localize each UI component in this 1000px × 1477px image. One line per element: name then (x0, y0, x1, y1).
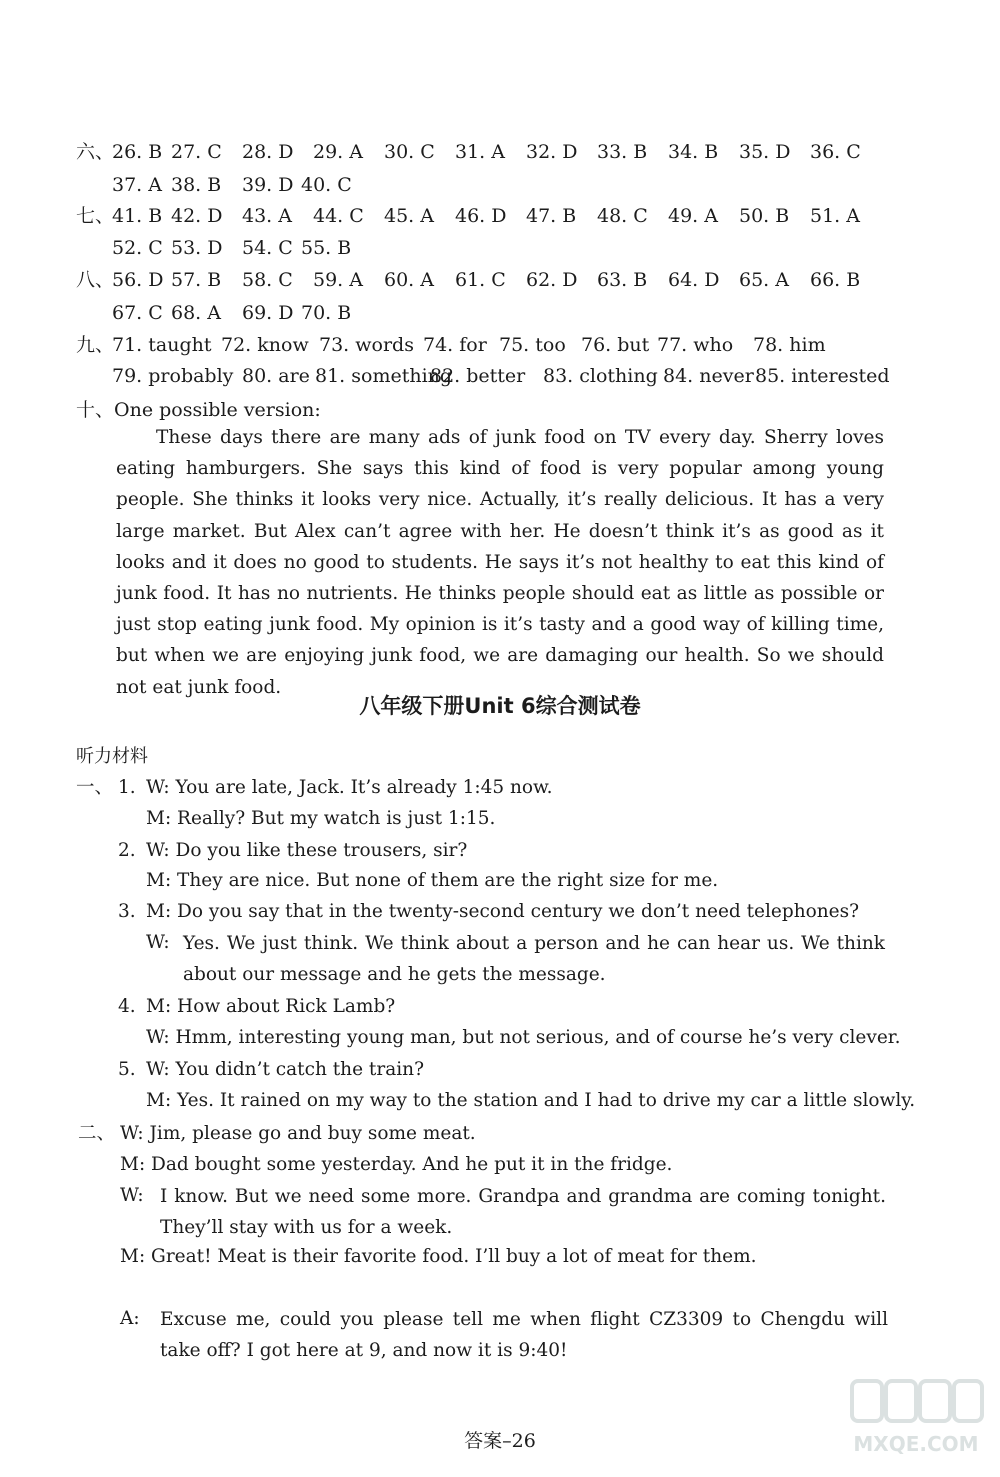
speaker-label: A: (120, 1308, 140, 1329)
answer-item: 82. better (430, 365, 526, 387)
dialog-line: M: They are nice. But none of them are the right size for me. (146, 870, 719, 891)
section-label: 六、 (76, 141, 115, 163)
dialog-line: M: Great! Meat is their favorite food. I’ll buy a lot of meat for them. (120, 1246, 757, 1267)
answer-item: 71. taught (112, 334, 212, 356)
answer-item: 66. B (810, 269, 861, 291)
dialog-line: M: Do you say that in the twenty-second century we don’t need telephones? (146, 901, 860, 922)
dialog-line: W: You didn’t catch the train? (146, 1059, 424, 1080)
answer-item: 85. interested (755, 365, 890, 387)
answer-item: 75. too (499, 334, 566, 356)
answer-item: 49. A (668, 205, 718, 227)
answer-item: 67. C (112, 302, 163, 324)
answer-item: 31. A (455, 141, 505, 163)
answer-item: 64. D (668, 269, 720, 291)
part-two-label: 二、 (78, 1123, 116, 1144)
answer-item: 50. B (739, 205, 790, 227)
answer-item: 60. A (384, 269, 434, 291)
dialog-line: W: Hmm, interesting young man, but not serious, and of course he’s very clever. (146, 1027, 901, 1048)
dialog-line: W: You are late, Jack. It’s already 1:45 now. (146, 777, 553, 798)
answer-list (112, 236, 360, 260)
answer-item: 54. C (242, 237, 293, 259)
part-one-label: 一、 (76, 777, 114, 798)
answer-item: 72. know (221, 334, 309, 356)
answer-item: 63. B (597, 269, 648, 291)
listening-heading: 听力材料 (76, 746, 148, 767)
answer-item: 40. C (301, 174, 352, 196)
answer-item: 34. B (668, 141, 719, 163)
answer-item: 44. C (313, 205, 364, 227)
answer-item: 84. never (663, 365, 754, 387)
answer-row-seven (76, 204, 114, 228)
answer-item: 43. A (242, 205, 292, 227)
answer-item: 79. probably (112, 365, 234, 387)
answer-item: 55. B (301, 237, 352, 259)
answer-item: 29. A (313, 141, 363, 163)
dialog-number: 4. (118, 996, 136, 1017)
dialog-line: M: How about Rick Lamb? (146, 996, 396, 1017)
answer-item: 33. B (597, 141, 648, 163)
section-label: 十、 (76, 399, 115, 421)
answer-item: 74. for (423, 334, 487, 356)
section-label: 八、 (76, 269, 115, 291)
dialog-line: M: Dad bought some yesterday. And he put it in the fridge. (120, 1154, 673, 1175)
answer-item: 30. C (384, 141, 435, 163)
section-title: 八年级下册Unit 6综合测试卷 (359, 694, 641, 718)
answer-item: 53. D (171, 237, 223, 259)
dialog-line: W: Do you like these trousers, sir? (146, 840, 468, 861)
answer-item: 41. B (112, 205, 163, 227)
answer-item: 35. D (739, 141, 791, 163)
answer-item: 38. B (171, 174, 222, 196)
answer-item: 62. D (526, 269, 578, 291)
dialog-line: I know. But we need some more. Grandpa and grandma are coming tonight. They’ll stay with us for a week. (160, 1186, 886, 1238)
answer-list (112, 301, 360, 325)
answer-list (112, 333, 833, 357)
essay-text: These days there are many ads of junk food on TV every day. Sherry loves eating hamburgers. She says this kind of food is very popular among young people. She thinks it looks very nice. Actually, it’s really delicious. It has a very large market. But Alex can’t agree with her. He doesn’t think it’s as good as it looks and it does no good to students. He says it’s not healthy to eat this kind of junk food. It has no nutrients. He thinks people should eat as little as possible or just stop eating junk food. My opinion is it’s tasty and a good way of killing time, but when we are enjoying junk food, we are damaging our health. So we should not eat junk food. (116, 427, 884, 698)
section-label: 七、 (76, 205, 115, 227)
answer-item: 56. D (112, 269, 164, 291)
answer-row-ten (76, 398, 321, 422)
answer-item: 81. something (315, 365, 453, 387)
answer-item: 57. B (171, 269, 222, 291)
answer-item: 58. C (242, 269, 293, 291)
answer-item: 52. C (112, 237, 163, 259)
answer-item: 48. C (597, 205, 648, 227)
answer-list (112, 364, 890, 388)
answer-item: 77. who (657, 334, 734, 356)
answer-row-eight (76, 268, 114, 292)
dialog-number: 1. (118, 777, 136, 798)
answer-list (112, 140, 881, 164)
answer-item: 80. are (242, 365, 310, 387)
answer-item: 69. D (242, 302, 294, 324)
answer-list (112, 173, 360, 197)
answer-item: 83. clothing (543, 365, 658, 387)
answer-list (112, 268, 881, 292)
answer-item: 39. D (242, 174, 294, 196)
speaker-label: W: (120, 1185, 144, 1206)
watermark-logo (846, 1373, 986, 1463)
dialog-number: 5. (118, 1059, 136, 1080)
watermark-text: MXQE.COM (853, 1432, 979, 1456)
answer-item: 70. B (301, 302, 352, 324)
answer-item: 32. D (526, 141, 578, 163)
answer-item: 28. D (242, 141, 294, 163)
answer-item: 68. A (171, 302, 221, 324)
dialog-line: W: Jim, please go and buy some meat. (120, 1123, 476, 1144)
answer-item: 46. D (455, 205, 507, 227)
page-number: 答案–26 (464, 1430, 536, 1452)
answer-row-six-1 (76, 140, 114, 164)
section-label: 九、 (76, 334, 115, 356)
dialog-line: M: Really? But my watch is just 1:15. (146, 808, 496, 829)
dialog-line: Excuse me, could you please tell me when flight CZ3309 to Chengdu will take off? I got here at 9, and now it is 9:40! (160, 1309, 888, 1361)
answer-item: 27. C (171, 141, 222, 163)
answer-item: 73. words (319, 334, 414, 356)
answer-item: 78. him (753, 334, 826, 356)
sample-essay (116, 422, 884, 703)
answer-item: 36. C (810, 141, 861, 163)
answer-item: 42. D (171, 205, 223, 227)
answer-item: 45. A (384, 205, 434, 227)
answer-item: 61. C (455, 269, 506, 291)
dialog-line: M: Yes. It rained on my way to the station and I had to drive my car a little slowly. (146, 1090, 916, 1111)
answer-item: 76. but (581, 334, 650, 356)
answer-item: 65. A (739, 269, 789, 291)
dialog-number: 2. (118, 840, 136, 861)
answer-item: 51. A (810, 205, 860, 227)
essay-intro: One possible version: (114, 399, 321, 421)
answer-row-nine (76, 333, 114, 357)
answer-item: 26. B (112, 141, 163, 163)
speaker-label: W: (146, 932, 170, 953)
dialog-line: Yes. We just think. We think about a person and he can hear us. We think about our message and he gets the message. (183, 933, 885, 985)
answer-item: 47. B (526, 205, 577, 227)
answer-list (112, 204, 881, 228)
answer-item: 37. A (112, 174, 162, 196)
answer-item: 59. A (313, 269, 363, 291)
dialog-number: 3. (118, 901, 136, 922)
